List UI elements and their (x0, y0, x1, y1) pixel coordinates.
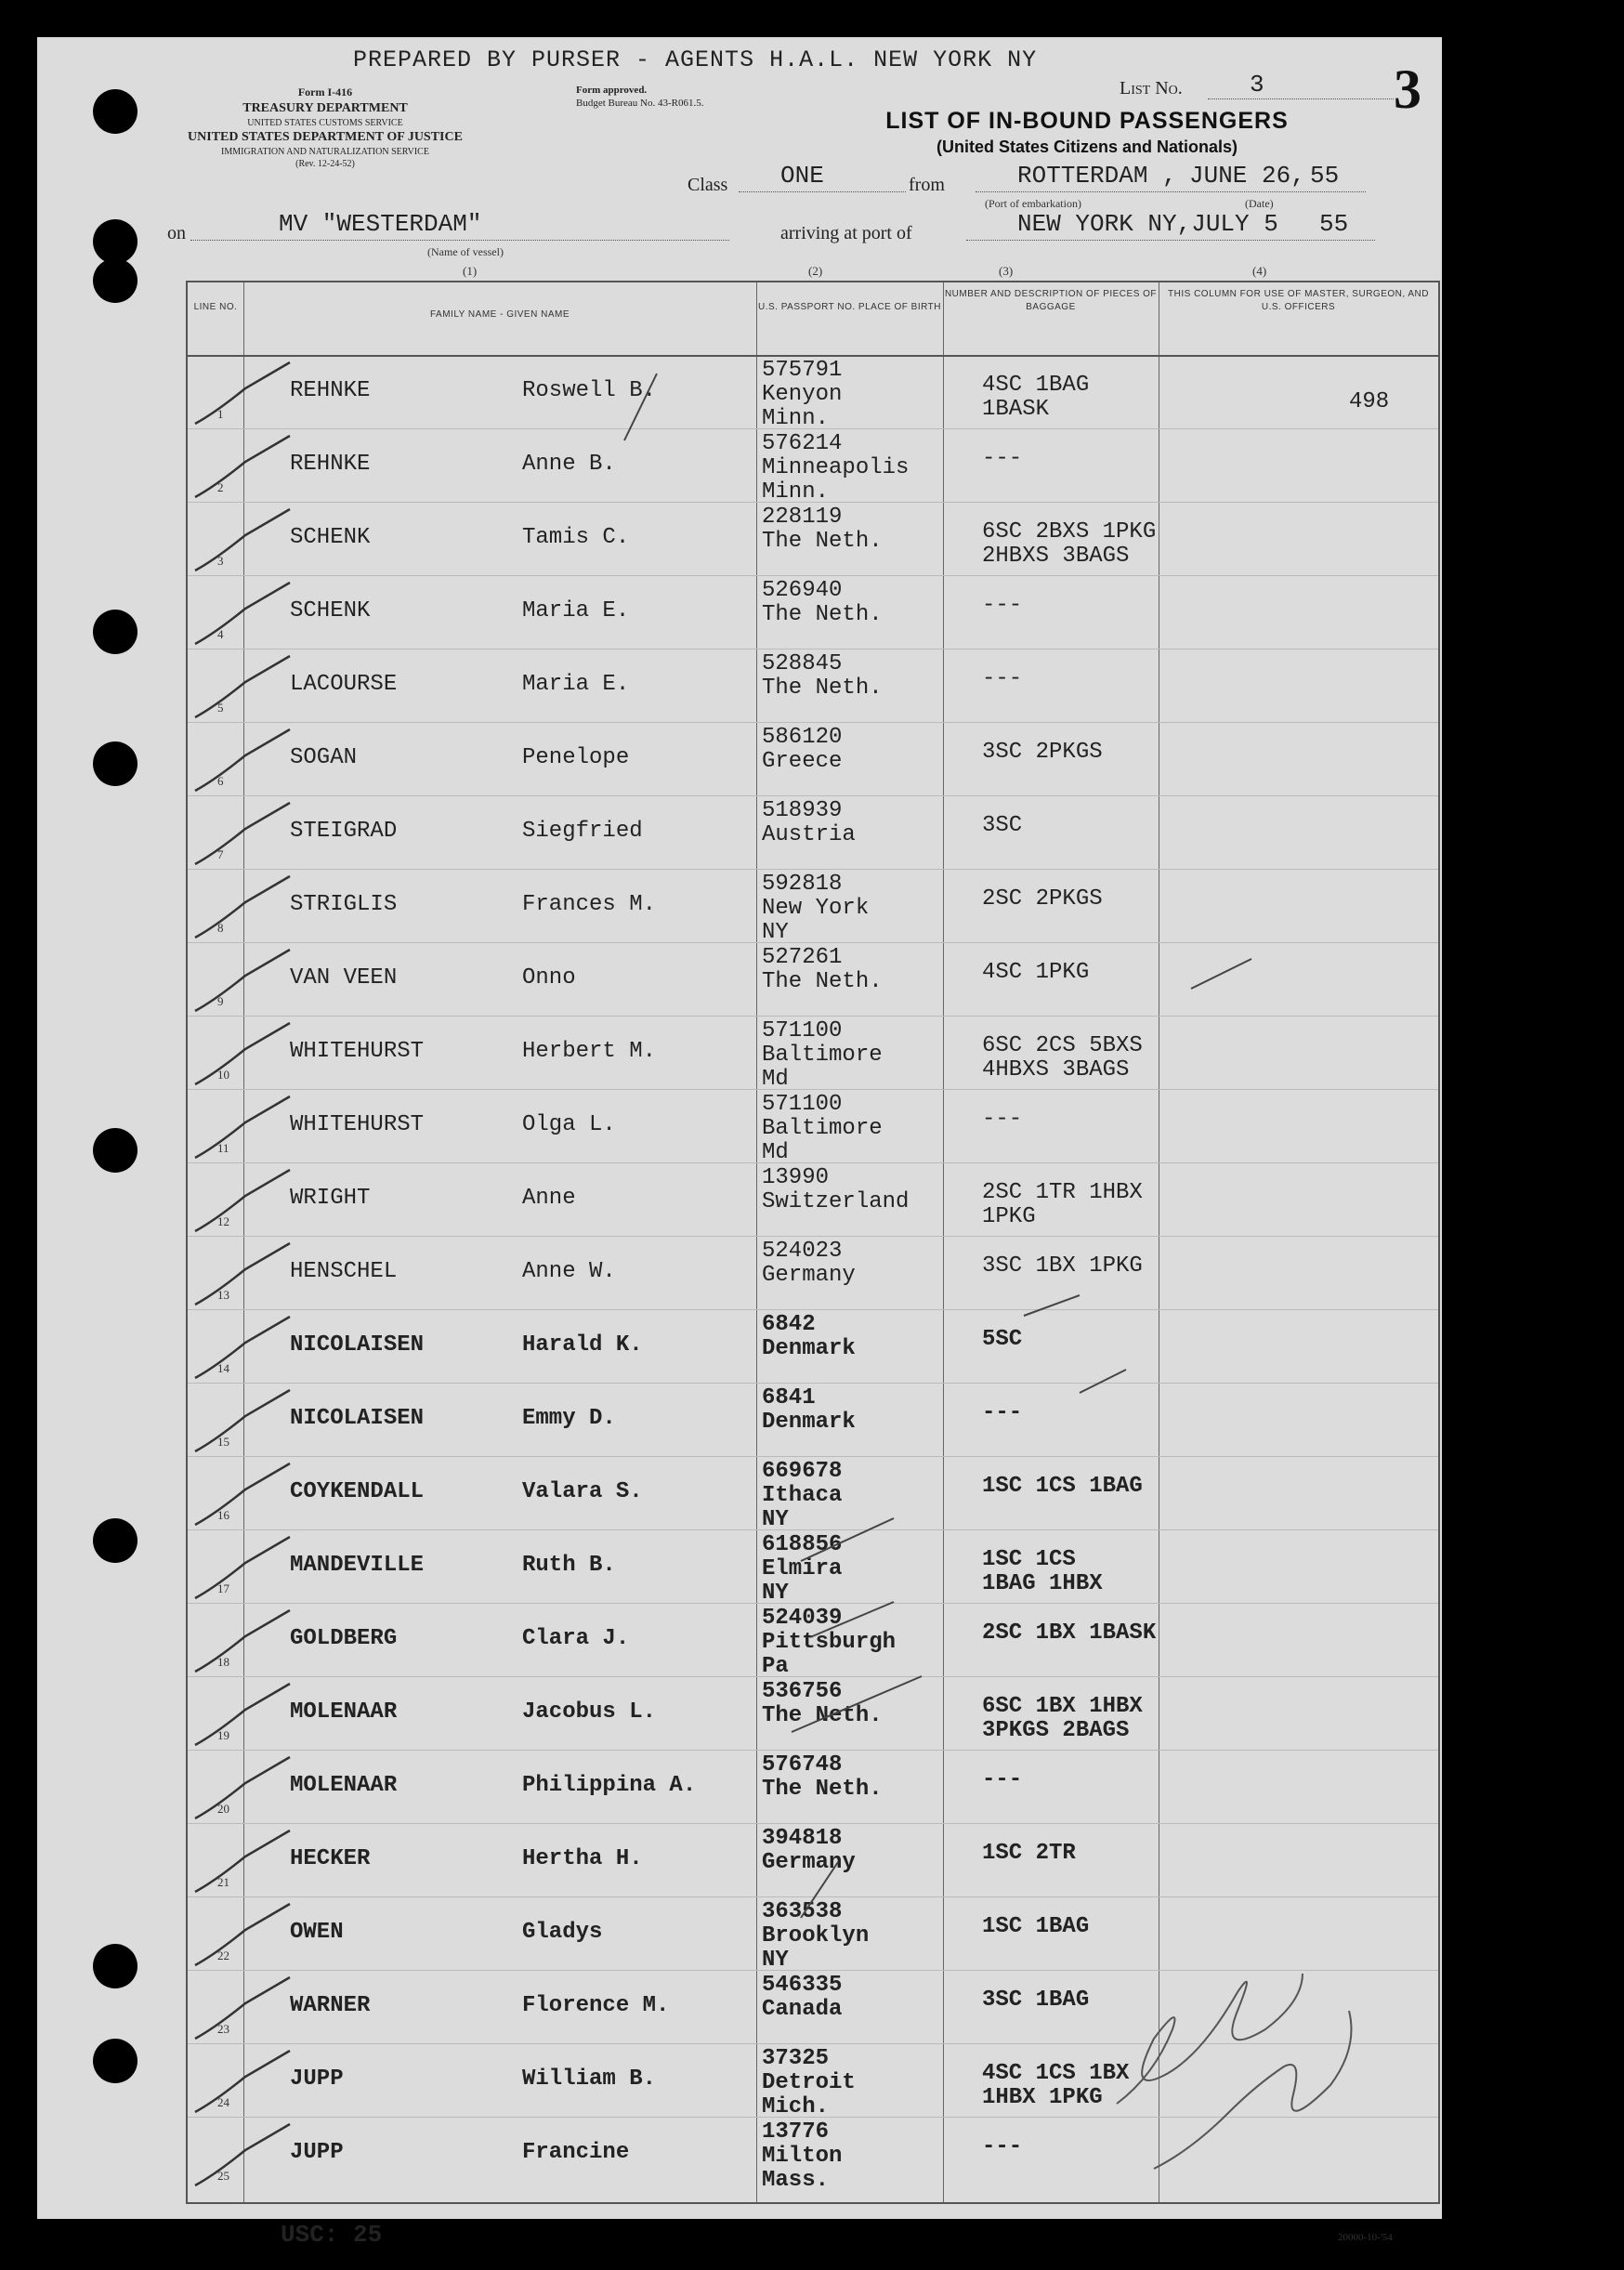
place-of-birth: Detroit Mich. (762, 2070, 856, 2119)
family-name: HENSCHEL (290, 1259, 398, 1284)
baggage: 2SC 1BX 1BASK (982, 1620, 1157, 1646)
document-title: LIST OF IN-BOUND PASSENGERS (885, 108, 1289, 134)
passport-number: 576748 (762, 1752, 843, 1778)
ink-stroke (1191, 959, 1251, 989)
date-caption: (Date) (1245, 197, 1274, 210)
baggage: --- (982, 1107, 1023, 1132)
family-name: REHNKE (290, 378, 371, 403)
baggage: 3SC (982, 813, 1023, 838)
document-subtitle: (United States Citizens and Nationals) (936, 138, 1238, 156)
officer-note: 498 (1349, 389, 1390, 414)
place-of-birth: Brooklyn NY (762, 1923, 870, 1973)
place-of-birth: Minneapolis Minn. (762, 455, 910, 505)
family-name: SCHENK (290, 598, 371, 623)
given-name: Penelope (522, 745, 630, 770)
given-name: Anne B. (522, 452, 616, 477)
line-number: 1 (217, 407, 224, 421)
place-of-birth: Baltimore Md (762, 1116, 883, 1165)
given-name: Valara S. (522, 1479, 643, 1504)
passport-number: 592818 (762, 872, 843, 897)
passport-number: 518939 (762, 798, 843, 823)
place-of-birth: Baltimore Md (762, 1043, 883, 1092)
family-name: WHITEHURST (290, 1112, 425, 1137)
family-name: COYKENDALL (290, 1479, 425, 1504)
passenger-table (186, 281, 1440, 2204)
place-of-birth: Switzerland (762, 1189, 910, 1214)
checkmark (195, 1170, 290, 1231)
checkmark (195, 1096, 290, 1158)
line-number: 22 (217, 1949, 229, 1962)
place-of-birth: The Neth. (762, 529, 883, 554)
given-name: Onno (522, 965, 576, 991)
line-number: 5 (217, 701, 224, 715)
list-number-value: 3 (1250, 71, 1264, 98)
checkmark (195, 1757, 290, 1818)
given-name: Hertha H. (522, 1846, 643, 1871)
checkmark (195, 729, 290, 791)
passport-number: 586120 (762, 725, 843, 750)
given-name: Maria E. (522, 672, 630, 697)
checkmark (195, 1904, 290, 1965)
ink-stroke (1024, 1295, 1080, 1316)
place-of-birth: The Neth. (762, 969, 883, 994)
place-of-birth: New York NY (762, 896, 870, 945)
place-of-birth: Pittsburgh Pa (762, 1630, 897, 1679)
given-name: Herbert M. (522, 1039, 657, 1064)
checkmark (195, 950, 290, 1011)
baggage: 1SC 1CS 1BAG (982, 1474, 1143, 1499)
family-name: SCHENK (290, 525, 371, 550)
line-number: 4 (217, 627, 224, 641)
place-of-birth: The Neth. (762, 602, 883, 627)
baggage: --- (982, 1400, 1023, 1425)
family-name: OWEN (290, 1920, 344, 1945)
baggage: 2SC 2PKGS (982, 886, 1103, 912)
given-name: Ruth B. (522, 1553, 616, 1578)
checkmark (195, 1243, 290, 1305)
place-of-birth: Germany (762, 1263, 856, 1288)
family-name: STRIGLIS (290, 892, 398, 917)
column-number-4: (4) (1252, 264, 1267, 278)
place-of-birth: Kenyon Minn. (762, 382, 843, 431)
baggage: 1SC 1BAG (982, 1914, 1090, 1939)
ink-stroke (792, 1676, 922, 1732)
family-name: WHITEHURST (290, 1039, 425, 1064)
baggage: 6SC 2BXS 1PKG 2HBXS 3BAGS (982, 519, 1157, 569)
checkmark (195, 583, 290, 644)
print-code: 20000-10-'54 (1338, 2232, 1393, 2243)
family-name: HECKER (290, 1846, 371, 1871)
given-name: Frances M. (522, 892, 657, 917)
checkmark (195, 2124, 290, 2185)
column-number-3: (3) (999, 264, 1014, 278)
given-name: William B. (522, 2067, 657, 2092)
checkmark (195, 1537, 290, 1598)
arrival-year: 55 (1319, 210, 1349, 238)
punch-hole (93, 2039, 138, 2083)
place-of-birth: Milton Mass. (762, 2144, 843, 2193)
passport-number: 669678 (762, 1459, 843, 1484)
checkmark (195, 1023, 290, 1084)
place-of-birth: Ithaca NY (762, 1483, 843, 1532)
passport-number: 571100 (762, 1018, 843, 1043)
passport-number: 571100 (762, 1092, 843, 1117)
baggage: --- (982, 2134, 1023, 2159)
checkmark (195, 1390, 290, 1451)
family-name: REHNKE (290, 452, 371, 477)
family-name: NICOLAISEN (290, 1332, 425, 1358)
passport-number: 524023 (762, 1239, 843, 1264)
passport-number: 363538 (762, 1899, 843, 1924)
passport-number: 37325 (762, 2046, 830, 2071)
baggage: 4SC 1BAG 1BASK (982, 373, 1090, 422)
baggage: --- (982, 666, 1023, 691)
family-name: MANDEVILLE (290, 1553, 425, 1578)
given-name: Philippina A. (522, 1773, 697, 1798)
baggage: 1SC 2TR (982, 1841, 1076, 1866)
family-name: LACOURSE (290, 672, 398, 697)
passport-number: 524039 (762, 1606, 843, 1631)
on-label: on (167, 223, 186, 243)
line-number: 9 (217, 994, 224, 1008)
checkmark (195, 1610, 290, 1672)
line-number: 12 (217, 1214, 229, 1228)
passport-number: 13776 (762, 2119, 830, 2145)
family-name: WARNER (290, 1993, 371, 2018)
line-number: 24 (217, 2095, 229, 2109)
vessel-caption: (Name of vessel) (427, 245, 504, 258)
ink-stroke (810, 1602, 894, 1637)
punch-hole (93, 741, 138, 786)
punch-hole (93, 1128, 138, 1173)
family-name: JUPP (290, 2140, 344, 2165)
punch-hole (93, 1518, 138, 1563)
column-number-1: (1) (463, 264, 478, 278)
handwritten-checkmarks (188, 282, 1438, 2202)
checkmark (195, 509, 290, 571)
checkmark (195, 803, 290, 864)
family-name: JUPP (290, 2067, 344, 2092)
vessel-name: MV "WESTERDAM" (279, 210, 482, 238)
family-name: WRIGHT (290, 1186, 371, 1211)
passport-number: 576214 (762, 431, 843, 456)
ink-stroke (1080, 1370, 1126, 1393)
port-of-embarkation: ROTTERDAM , (1017, 162, 1177, 190)
passport-number: 536756 (762, 1679, 843, 1704)
checkmark (195, 656, 290, 717)
baggage: 4SC 1PKG (982, 960, 1090, 985)
given-name: Emmy D. (522, 1406, 616, 1431)
line-number: 16 (217, 1508, 229, 1522)
column-header-passport: U.S. PASSPORT NO. PLACE OF BIRTH (758, 302, 941, 312)
given-name: Francine (522, 2140, 630, 2165)
arriving-label: arriving at port of (780, 223, 912, 243)
line-number: 15 (217, 1435, 229, 1449)
given-name: Olga L. (522, 1112, 616, 1137)
place-of-birth: Greece (762, 749, 843, 774)
arrival-port-date: NEW YORK NY,JULY 5 (1017, 210, 1278, 238)
punch-hole (93, 89, 138, 134)
passport-number: 228119 (762, 505, 843, 530)
class-value: ONE (780, 162, 824, 190)
family-name: GOLDBERG (290, 1626, 398, 1651)
baggage: 3SC 1BX 1PKG (982, 1253, 1143, 1279)
passport-number: 6841 (762, 1385, 816, 1411)
checkmark (195, 1977, 290, 2039)
embarkation-year: 55 (1310, 162, 1340, 190)
passport-number: 527261 (762, 945, 843, 970)
line-number: 6 (217, 774, 224, 788)
place-of-birth: Austria (762, 822, 856, 847)
baggage: 2SC 1TR 1HBX 1PKG (982, 1180, 1143, 1229)
place-of-birth: The Neth. (762, 1703, 883, 1728)
given-name: Siegfried (522, 819, 643, 844)
column-header-baggage: NUMBER AND DESCRIPTION OF PIECES OF BAGGAGE (944, 289, 1158, 312)
line-number: 2 (217, 480, 224, 494)
place-of-birth: Germany (762, 1850, 856, 1875)
column-header-line: LINE NO. (193, 302, 238, 312)
manifest-page (37, 37, 1442, 2249)
form-agency-block: Form I-416 TREASURY DEPARTMENT UNITED STATES CUSTOMS SERVICE UNITED STATES DEPARTMENT OF JUSTICE IMMIGRATION AND NATURALIZATION SERVICE (Rev. 12-24-52) (188, 85, 463, 169)
punch-hole (93, 219, 138, 264)
given-name: Florence M. (522, 1993, 670, 2018)
purser-stamp: PREPARED BY PURSER - AGENTS H.A.L. NEW YORK NY (353, 46, 1038, 73)
place-of-birth: Canada (762, 1997, 843, 2022)
given-name: Harald K. (522, 1332, 643, 1358)
punch-hole (93, 1944, 138, 1988)
place-of-birth: The Neth. (762, 1777, 883, 1802)
signature (1117, 1974, 1352, 2169)
line-number: 18 (217, 1655, 229, 1669)
given-name: Tamis C. (522, 525, 630, 550)
line-number: 3 (217, 554, 224, 568)
baggage: --- (982, 1767, 1023, 1792)
family-name: VAN VEEN (290, 965, 398, 991)
column-header-officers: THIS COLUMN FOR USE OF MASTER, SURGEON, AND U.S. OFFICERS (1168, 289, 1429, 312)
family-name: SOGAN (290, 745, 358, 770)
checkmark (195, 1463, 290, 1525)
ink-stroke (801, 1862, 838, 1918)
line-number: 11 (217, 1141, 229, 1155)
column-header-name: FAMILY NAME - GIVEN NAME (430, 309, 570, 320)
passport-number: 13990 (762, 1165, 830, 1190)
passport-number: 526940 (762, 578, 843, 603)
place-of-birth: The Neth. (762, 676, 883, 701)
baggage: 4SC 1CS 1BX 1HBX 1PKG (982, 2061, 1130, 2110)
given-name: Maria E. (522, 598, 630, 623)
passport-number: 6842 (762, 1312, 816, 1337)
place-of-birth: Denmark (762, 1336, 856, 1361)
family-name: STEIGRAD (290, 819, 398, 844)
passport-number: 394818 (762, 1826, 843, 1851)
baggage: --- (982, 446, 1023, 471)
embarkation-date: JUNE 26, (1189, 162, 1305, 190)
line-number: 25 (217, 2169, 229, 2183)
checkmark (195, 1317, 290, 1378)
passport-number: 575791 (762, 358, 843, 383)
baggage: 1SC 1CS 1BAG 1HBX (982, 1547, 1103, 1596)
checkmark (195, 2051, 290, 2112)
baggage: 6SC 1BX 1HBX 3PKGS 2BAGS (982, 1694, 1143, 1743)
line-number: 10 (217, 1068, 229, 1082)
place-of-birth: Denmark (762, 1410, 856, 1435)
line-number: 21 (217, 1875, 229, 1889)
column-number-2: (2) (808, 264, 823, 278)
port-of-embarkation-caption: (Port of embarkation) (985, 197, 1081, 210)
given-name: Anne (522, 1186, 576, 1211)
given-name: Gladys (522, 1920, 603, 1945)
checkmark (195, 1830, 290, 1892)
line-number: 7 (217, 847, 224, 861)
baggage: 3SC 1BAG (982, 1988, 1090, 2013)
class-label: Class (688, 175, 728, 195)
from-label: from (909, 175, 945, 195)
line-number: 23 (217, 2022, 229, 2036)
baggage: 6SC 2CS 5BXS 4HBXS 3BAGS (982, 1033, 1143, 1083)
family-name: MOLENAAR (290, 1699, 398, 1725)
checkmark (195, 1684, 290, 1745)
given-name: Anne W. (522, 1259, 616, 1284)
checkmark (195, 362, 290, 424)
place-of-birth: Elmira NY (762, 1556, 843, 1606)
given-name: Clara J. (522, 1626, 630, 1651)
list-number-label: List No. (1120, 78, 1183, 98)
form-approval: Form approved. Budget Bureau No. 43-R061.5. (576, 85, 704, 110)
ink-stroke (801, 1518, 894, 1561)
baggage: 3SC 2PKGS (982, 740, 1103, 765)
punch-hole (93, 610, 138, 654)
line-number: 17 (217, 1581, 229, 1595)
page-number: 3 (1394, 59, 1421, 120)
line-number: 20 (217, 1802, 229, 1816)
family-name: NICOLAISEN (290, 1406, 425, 1431)
footer-count: USC: 25 (281, 2221, 383, 2249)
line-number: 19 (217, 1728, 229, 1742)
passport-number: 546335 (762, 1973, 843, 1998)
punch-hole (93, 258, 138, 303)
line-number: 13 (217, 1288, 229, 1302)
family-name: MOLENAAR (290, 1773, 398, 1798)
checkmark (195, 876, 290, 938)
given-name: Jacobus L. (522, 1699, 657, 1725)
line-number: 14 (217, 1361, 229, 1375)
passport-number: 528845 (762, 651, 843, 676)
given-name: Roswell B. (522, 378, 657, 403)
line-number: 8 (217, 921, 224, 935)
checkmark (195, 436, 290, 497)
ink-stroke (624, 374, 657, 440)
baggage: --- (982, 593, 1023, 618)
baggage: 5SC (982, 1327, 1023, 1352)
passport-number: 618856 (762, 1532, 843, 1557)
